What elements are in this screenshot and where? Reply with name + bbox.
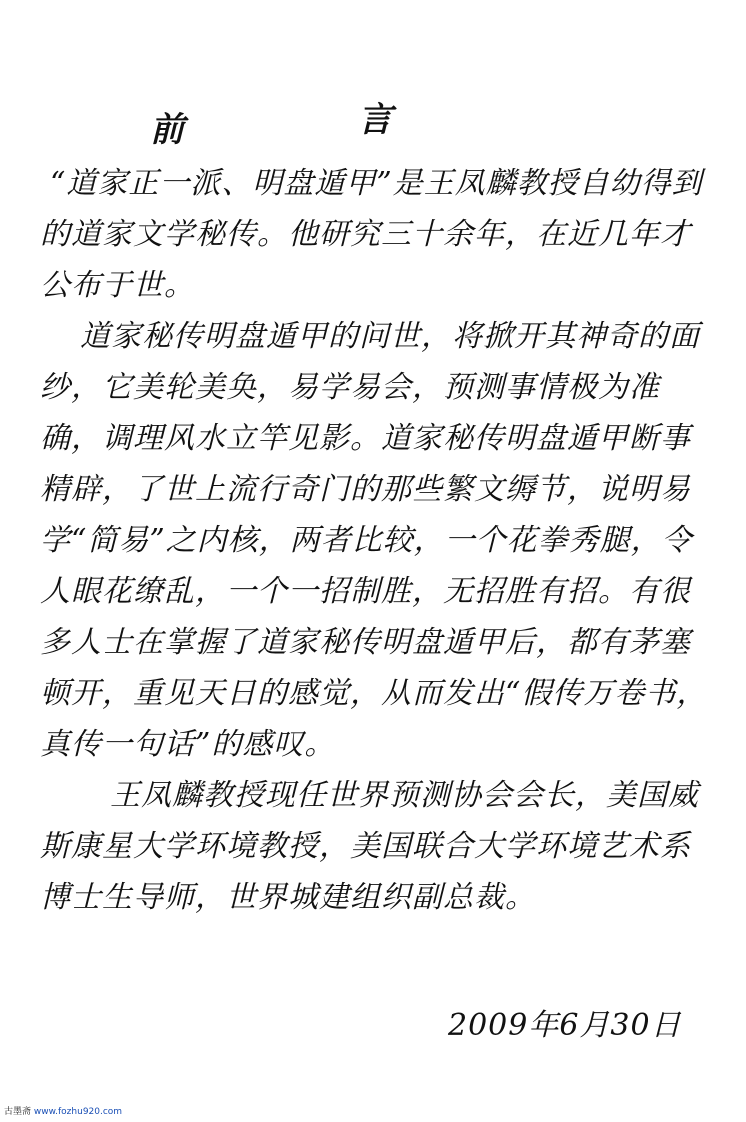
preface-title (0, 92, 746, 150)
preface-body (40, 158, 710, 923)
paragraph-1: “道家正一派、明盘遁甲”是王凤麟教授自幼得到的道家文学秘传。他研究三十余年，在近几年才公布于世。 (40, 166, 703, 303)
title-char-1: 前 (150, 110, 186, 150)
paragraph-2: 道家秘传明盘遁甲的问世，将掀开其神奇的面纱，它美轮美奂，易学易会，预测事情极为准确，调理风水立竿见影。道家秘传明盘遁甲断事精辟，了世上流行奇门的那些繁文缛节，说明易学“简易”之内核，两者比较，一个花拳秀腿，令人眼花缭乱，一个一招制胜，无招胜有招。有很多人士在掌握了道家秘传明盘遁甲后，都有茅塞顿开，重见天日的感觉，从而发出“假传万卷书，真传一句话”的感叹。 (40, 319, 708, 762)
watermark-footer (4, 1104, 122, 1117)
paragraph-3: 王凤麟教授现任世界预测协会会长，美国威斯康星大学环境教授，美国联合大学环境艺术系博士生导师，世界城建组织副总裁。 (40, 778, 699, 915)
signature-date: 2009年6月30日 (448, 1008, 682, 1043)
site-url[interactable]: www.fozhu920.com (33, 1107, 123, 1117)
title-char-2: 言 (358, 100, 394, 140)
site-label: 古墨斋 (4, 1107, 32, 1117)
